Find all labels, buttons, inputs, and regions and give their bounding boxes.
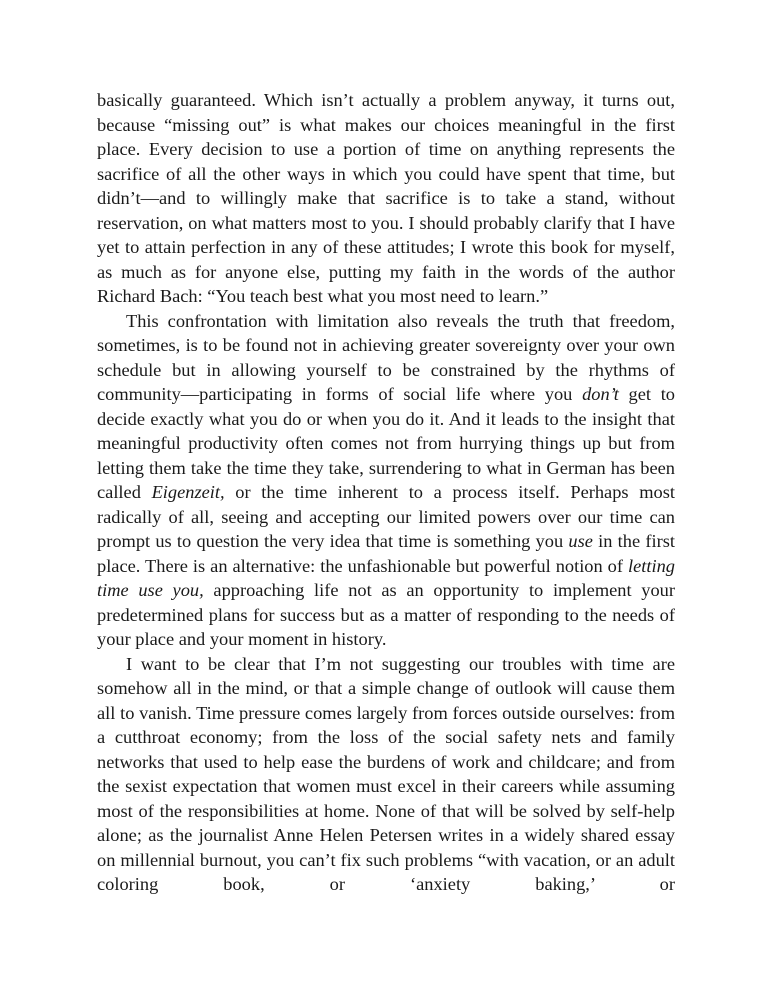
paragraph-2-italic-use: use [568,531,593,551]
paragraph-3-text: I want to be clear that I’m not suggesting our troubles with time are somehow all in the mind, or that a simple change of outlook will cause them all to vanish. Time pressure comes largely from forces outside ourselves: from a cutthroat economy; from the loss of the social safety nets and family networks that used to help ease the burdens of work and childcare; and from the sexist expectation that women must excel in their careers while assuming most of the responsibilities at home. None of that will be solved by self-help alone; as the journalist Anne Helen Petersen writes in a widely shared essay on millennial burnout, you can’t fix such problems “with vacation, or an adult coloring book, or ‘anxiety baking,’ or [97,653,675,894]
paragraph-1 [97,88,675,309]
paragraph-2-text-1: This confrontation with limitation also reveals the truth that freedom, sometimes, is to be found not in achieving greater sovereignty over your own schedule but in allowing yourself to be constrained by the rhythms of community—participating in forms of social life where you [97,310,675,404]
paragraph-3 [97,652,675,897]
paragraph-1-text: basically guaranteed. Which isn’t actually a problem anyway, it turns out, because “missing out” is what makes our choices meaningful in the first place. Every decision to use a portion of time on anything represents the sacrifice of all the other ways in which you could have spent that time, but didn’t—and to willingly make that sacrifice is to take a stand, without reservation, on what matters most to you. I should probably clarify that I have yet to attain perfection in any of these attitudes; I wrote this book for myself, as much as for anyone else, putting my faith in the words of the author Richard Bach: “You teach best what you most need to learn.” [97,90,675,306]
paragraph-2 [97,309,675,652]
paragraph-2-text-3: or the time inherent to a process itself. Perhaps most radically of all, seeing and accepting our limited powers over our time can prompt us to question the very idea that time is something you [97,482,676,551]
paragraph-2-italic-letting-time: letting time use you, [97,555,675,600]
paragraph-2-text-4: in the first place. There is an alternative: the unfashionable but powerful notion of [97,531,675,576]
paragraph-2-italic-dont: don’t [582,384,619,404]
paragraph-2-italic-eigenzeit: Eigenzeit, [151,482,225,502]
paragraph-2-text-2: get to decide exactly what you do or when you do it. And it leads to the insight that meaningful productivity often comes not from hurrying things up but from letting them take the time they take, surrendering to what in German has been called [97,384,675,502]
book-page-body [97,88,675,897]
paragraph-2-text-5: approaching life not as an opportunity to implement your predetermined plans for success but as a matter of responding to the needs of your place and your moment in history. [97,580,675,649]
